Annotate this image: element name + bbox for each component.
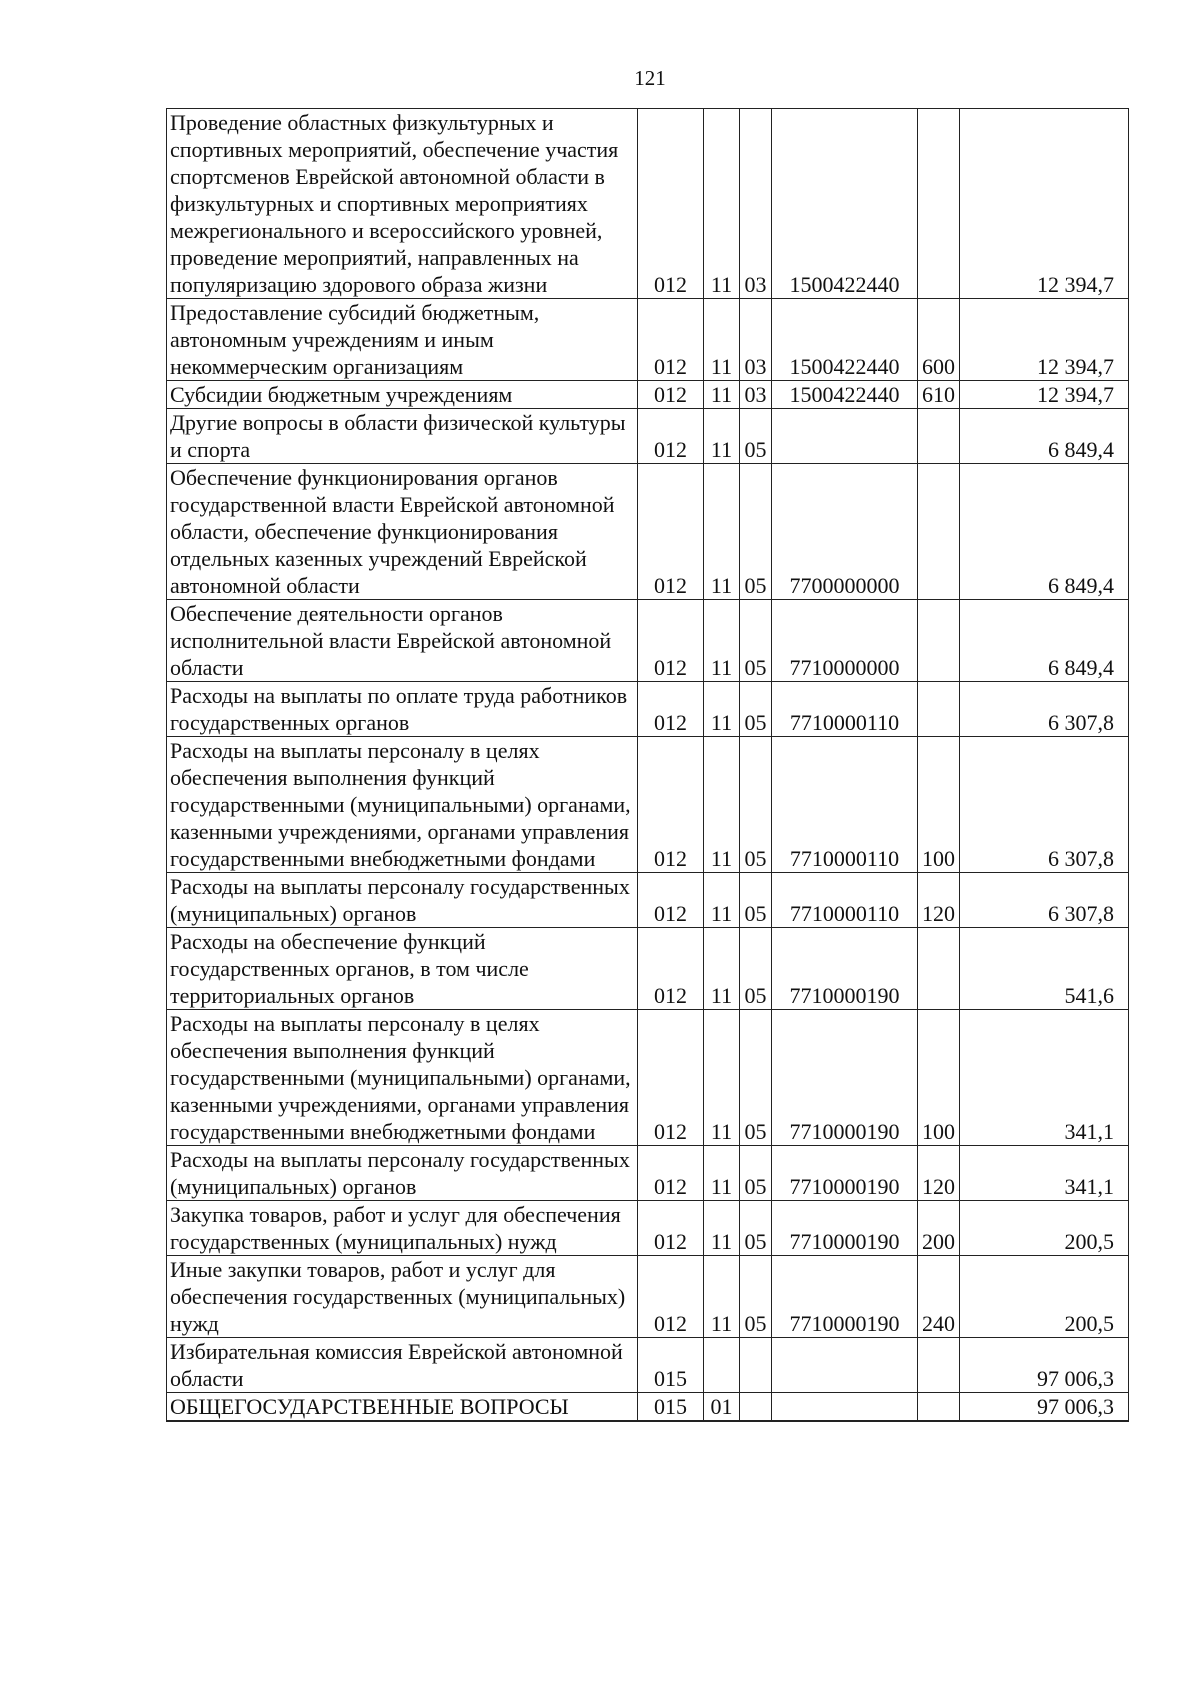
expense-type-code-cell: 120 — [918, 873, 960, 928]
grbs-code-cell: 012 — [638, 682, 704, 737]
grbs-code-cell: 012 — [638, 299, 704, 381]
target-article-code-cell: 7710000110 — [772, 682, 918, 737]
table-row — [167, 873, 1129, 928]
amount-cell: 6 849,4 — [960, 409, 1129, 464]
subsection-code-cell — [740, 1338, 772, 1393]
expense-type-code-cell: 600 — [918, 299, 960, 381]
row-name-cell: Расходы на выплаты персоналу в целях обеспечения выполнения функций государственными (муниципальными) органами, казенными учреждениями, органами управления государственными внебюджетными фондами — [167, 737, 638, 873]
section-code-cell: 11 — [704, 109, 740, 299]
amount-cell: 12 394,7 — [960, 299, 1129, 381]
amount-cell: 97 006,3 — [960, 1393, 1129, 1422]
amount-cell: 6 307,8 — [960, 682, 1129, 737]
subsection-code-cell — [740, 1393, 772, 1422]
grbs-code-cell: 012 — [638, 1010, 704, 1146]
table-row — [167, 1146, 1129, 1201]
target-article-code-cell: 7710000190 — [772, 1201, 918, 1256]
expense-type-code-cell — [918, 1338, 960, 1393]
expense-type-code-cell — [918, 464, 960, 600]
table-row — [167, 1201, 1129, 1256]
subsection-code-cell: 05 — [740, 409, 772, 464]
expense-type-code-cell: 100 — [918, 737, 960, 873]
expense-type-code-cell — [918, 600, 960, 682]
table-row — [167, 1393, 1129, 1422]
amount-cell: 12 394,7 — [960, 109, 1129, 299]
target-article-code-cell — [772, 1338, 918, 1393]
expense-type-code-cell — [918, 109, 960, 299]
target-article-code-cell: 7710000190 — [772, 1146, 918, 1201]
table-row — [167, 928, 1129, 1010]
target-article-code-cell: 1500422440 — [772, 299, 918, 381]
expense-type-code-cell — [918, 1393, 960, 1422]
page-number: 121 — [634, 66, 666, 90]
grbs-code-cell: 015 — [638, 1338, 704, 1393]
grbs-code-cell: 012 — [638, 737, 704, 873]
target-article-code-cell — [772, 1393, 918, 1422]
grbs-code-cell: 012 — [638, 1201, 704, 1256]
section-code-cell: 11 — [704, 381, 740, 409]
subsection-code-cell: 05 — [740, 682, 772, 737]
subsection-code-cell: 03 — [740, 299, 772, 381]
table-row — [167, 299, 1129, 381]
row-name-cell: Иные закупки товаров, работ и услуг для обеспечения государственных (муниципальных) нужд — [167, 1256, 638, 1338]
row-name-cell: Избирательная комиссия Еврейской автономной области — [167, 1338, 638, 1393]
subsection-code-cell: 05 — [740, 1256, 772, 1338]
grbs-code-cell: 012 — [638, 600, 704, 682]
section-code-cell: 11 — [704, 1256, 740, 1338]
row-name-cell: Расходы на выплаты по оплате труда работников государственных органов — [167, 682, 638, 737]
table-row — [167, 600, 1129, 682]
row-name-cell: Обеспечение деятельности органов исполнительной власти Еврейской автономной области — [167, 600, 638, 682]
table-row — [167, 409, 1129, 464]
row-name-cell: Расходы на обеспечение функций государственных органов, в том числе территориальных органов — [167, 928, 638, 1010]
expense-type-code-cell — [918, 682, 960, 737]
budget-table — [166, 108, 1129, 1422]
amount-cell: 6 849,4 — [960, 600, 1129, 682]
row-name-cell: Расходы на выплаты персоналу государственных (муниципальных) органов — [167, 873, 638, 928]
section-code-cell: 11 — [704, 299, 740, 381]
amount-cell: 341,1 — [960, 1010, 1129, 1146]
grbs-code-cell: 012 — [638, 873, 704, 928]
section-code-cell: 11 — [704, 928, 740, 1010]
target-article-code-cell: 7710000110 — [772, 873, 918, 928]
subsection-code-cell: 03 — [740, 109, 772, 299]
table-row — [167, 109, 1129, 299]
expense-type-code-cell: 100 — [918, 1010, 960, 1146]
grbs-code-cell: 012 — [638, 1256, 704, 1338]
section-code-cell: 11 — [704, 737, 740, 873]
row-name-cell: ОБЩЕГОСУДАРСТВЕННЫЕ ВОПРОСЫ — [167, 1393, 638, 1422]
section-code-cell — [704, 1338, 740, 1393]
target-article-code-cell: 1500422440 — [772, 381, 918, 409]
table-row — [167, 381, 1129, 409]
table-row — [167, 1338, 1129, 1393]
table-row — [167, 1010, 1129, 1146]
target-article-code-cell: 7710000190 — [772, 1010, 918, 1146]
row-name-cell: Расходы на выплаты персоналу государственных (муниципальных) органов — [167, 1146, 638, 1201]
grbs-code-cell: 012 — [638, 1146, 704, 1201]
grbs-code-cell: 012 — [638, 109, 704, 299]
row-name-cell: Проведение областных физкультурных и спортивных мероприятий, обеспечение участия спортсменов Еврейской автономной области в физкультурных и спортивных мероприятиях межрегионального и всероссийского уровней, проведение мероприятий, направленных на популяризацию здорового образа жизни — [167, 109, 638, 299]
row-name-cell: Субсидии бюджетным учреждениям — [167, 381, 638, 409]
subsection-code-cell: 05 — [740, 928, 772, 1010]
amount-cell: 200,5 — [960, 1201, 1129, 1256]
row-name-cell: Обеспечение функционирования органов государственной власти Еврейской автономной области, обеспечение функционирования отдельных казенных учреждений Еврейской автономной области — [167, 464, 638, 600]
section-code-cell: 11 — [704, 409, 740, 464]
target-article-code-cell — [772, 409, 918, 464]
row-name-cell: Предоставление субсидий бюджетным, автономным учреждениям и иным некоммерческим организациям — [167, 299, 638, 381]
amount-cell: 200,5 — [960, 1256, 1129, 1338]
target-article-code-cell: 7710000000 — [772, 600, 918, 682]
section-code-cell: 11 — [704, 600, 740, 682]
expense-type-code-cell — [918, 409, 960, 464]
row-name-cell: Расходы на выплаты персоналу в целях обеспечения выполнения функций государственными (муниципальными) органами, казенными учреждениями, органами управления государственными внебюджетными фондами — [167, 1010, 638, 1146]
expense-type-code-cell: 240 — [918, 1256, 960, 1338]
grbs-code-cell: 012 — [638, 381, 704, 409]
table-row — [167, 464, 1129, 600]
section-code-cell: 11 — [704, 1010, 740, 1146]
section-code-cell: 11 — [704, 1146, 740, 1201]
grbs-code-cell: 015 — [638, 1393, 704, 1422]
expense-type-code-cell: 120 — [918, 1146, 960, 1201]
table-body — [167, 109, 1129, 1422]
amount-cell: 541,6 — [960, 928, 1129, 1010]
subsection-code-cell: 05 — [740, 464, 772, 600]
subsection-code-cell: 05 — [740, 1201, 772, 1256]
target-article-code-cell: 1500422440 — [772, 109, 918, 299]
table-row — [167, 1256, 1129, 1338]
target-article-code-cell: 7700000000 — [772, 464, 918, 600]
expense-type-code-cell: 200 — [918, 1201, 960, 1256]
expense-type-code-cell — [918, 928, 960, 1010]
amount-cell: 6 307,8 — [960, 737, 1129, 873]
subsection-code-cell: 05 — [740, 1010, 772, 1146]
amount-cell: 6 849,4 — [960, 464, 1129, 600]
expense-type-code-cell: 610 — [918, 381, 960, 409]
table-row — [167, 737, 1129, 873]
subsection-code-cell: 05 — [740, 1146, 772, 1201]
section-code-cell: 11 — [704, 873, 740, 928]
target-article-code-cell: 7710000110 — [772, 737, 918, 873]
subsection-code-cell: 05 — [740, 600, 772, 682]
section-code-cell: 11 — [704, 464, 740, 600]
row-name-cell: Закупка товаров, работ и услуг для обеспечения государственных (муниципальных) нужд — [167, 1201, 638, 1256]
row-name-cell: Другие вопросы в области физической культуры и спорта — [167, 409, 638, 464]
subsection-code-cell: 05 — [740, 873, 772, 928]
target-article-code-cell: 7710000190 — [772, 928, 918, 1010]
subsection-code-cell: 03 — [740, 381, 772, 409]
grbs-code-cell: 012 — [638, 409, 704, 464]
grbs-code-cell: 012 — [638, 928, 704, 1010]
amount-cell: 341,1 — [960, 1146, 1129, 1201]
amount-cell: 12 394,7 — [960, 381, 1129, 409]
grbs-code-cell: 012 — [638, 464, 704, 600]
amount-cell: 6 307,8 — [960, 873, 1129, 928]
subsection-code-cell: 05 — [740, 737, 772, 873]
section-code-cell: 01 — [704, 1393, 740, 1422]
target-article-code-cell: 7710000190 — [772, 1256, 918, 1338]
amount-cell: 97 006,3 — [960, 1338, 1129, 1393]
section-code-cell: 11 — [704, 1201, 740, 1256]
table-row — [167, 682, 1129, 737]
section-code-cell: 11 — [704, 682, 740, 737]
